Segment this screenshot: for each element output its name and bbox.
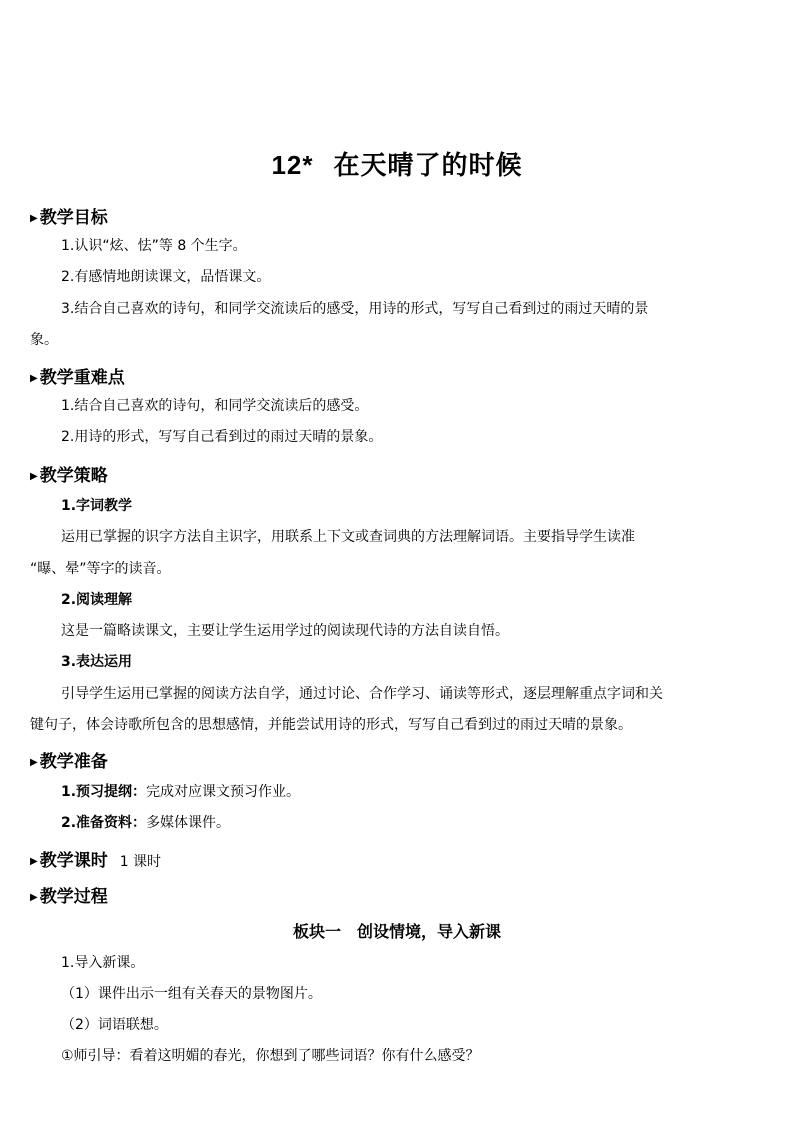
block-title: 板块一 创设情境，导入新课 bbox=[292, 922, 501, 941]
lesson-title: 在天晴了的时候 bbox=[333, 151, 523, 181]
preparation-item-1: 1.预习提纲：完成对应课文预习作业。 bbox=[61, 784, 301, 800]
preparation-item-2: 2.准备资料：多媒体课件。 bbox=[61, 815, 231, 831]
triangle-marker-icon: ▶ bbox=[30, 471, 38, 482]
triangle-marker-icon: ▶ bbox=[30, 892, 38, 903]
lesson-number: 12* bbox=[271, 150, 314, 180]
triangle-marker-icon: ▶ bbox=[30, 373, 38, 384]
strategy-text-1-continued: “曝、晕”等字的读音。 bbox=[30, 561, 171, 577]
section-heading-key-points: ▶ 教学重难点 bbox=[30, 368, 125, 388]
strategy-text-3-continued: 键句子，体会诗歌所包含的思想感情，并能尝试用诗的形式，写写自己看到过的雨过天晴的景象。 bbox=[30, 717, 632, 733]
goal-item-3-continued: 象。 bbox=[30, 332, 58, 348]
process-line-3: （2）词语联想。 bbox=[61, 1017, 168, 1033]
process-line-2: （1）课件出示一组有关春天的景物图片。 bbox=[61, 986, 322, 1002]
strategy-subheading-3: 3.表达运用 bbox=[61, 654, 133, 670]
process-line-1: 1.导入新课。 bbox=[61, 955, 145, 971]
strategy-subheading-1: 1.字词教学 bbox=[61, 498, 133, 514]
goal-item-3: 3.结合自己喜欢的诗句，和同学交流读后的感受，用诗的形式，写写自己看到过的雨过天晴的景 bbox=[61, 301, 649, 317]
triangle-marker-icon: ▶ bbox=[30, 757, 38, 768]
strategy-text-1: 运用已掌握的识字方法自主识字，用联系上下文或查词典的方法理解词语。主要指导学生读准 bbox=[61, 529, 635, 545]
section-heading-goals: ▶ 教学目标 bbox=[30, 208, 108, 228]
strategy-subheading-2: 2.阅读理解 bbox=[61, 592, 133, 608]
section-heading-preparation: ▶ 教学准备 bbox=[30, 752, 108, 772]
strategy-text-3: 引导学生运用已掌握的阅读方法自学，通过讨论、合作学习、诵读等形式，逐层理解重点字词和关 bbox=[61, 686, 663, 702]
section-heading-hours: ▶ 教学课时 1 课时 bbox=[30, 851, 162, 871]
strategy-text-2: 这是一篇略读课文，主要让学生运用学过的阅读现代诗的方法自读自悟。 bbox=[61, 623, 509, 639]
triangle-marker-icon: ▶ bbox=[30, 856, 38, 867]
goal-item-1: 1.认识“炫、怯”等 8 个生字。 bbox=[61, 238, 247, 254]
process-line-4: ①师引导：看着这明媚的春光，你想到了哪些词语？你有什么感受？ bbox=[61, 1048, 480, 1064]
section-heading-strategy: ▶ 教学策略 bbox=[30, 466, 108, 486]
lesson-hours-value: 1 课时 bbox=[119, 854, 162, 870]
triangle-marker-icon: ▶ bbox=[30, 213, 38, 224]
section-heading-process: ▶ 教学过程 bbox=[30, 887, 108, 907]
key-point-item-2: 2.用诗的形式，写写自己看到过的雨过天晴的景象。 bbox=[61, 429, 383, 445]
key-point-item-1: 1.结合自己喜欢的诗句，和同学交流读后的感受。 bbox=[61, 398, 369, 414]
page-title bbox=[0, 145, 794, 182]
goal-item-2: 2.有感情地朗读课文，品悟课文。 bbox=[61, 269, 271, 285]
